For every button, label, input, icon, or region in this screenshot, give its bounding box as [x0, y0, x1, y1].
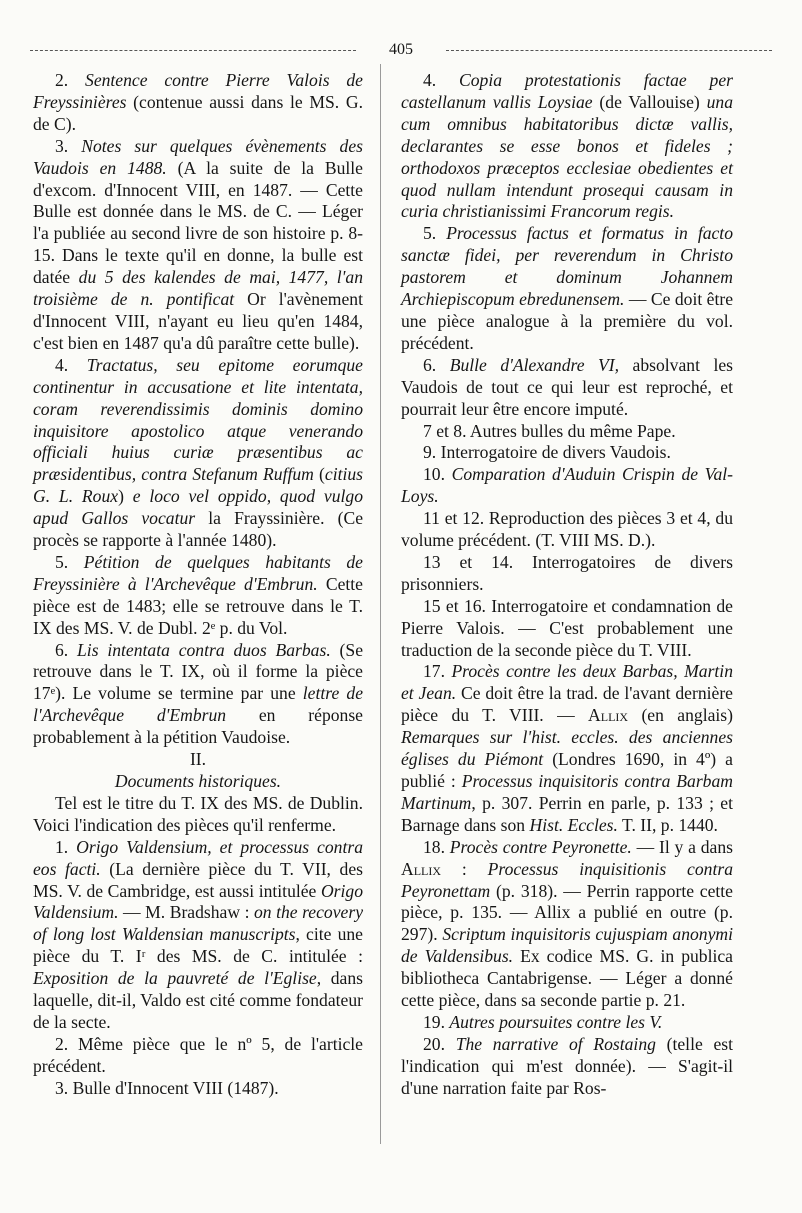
paragraph	[33, 70, 363, 136]
text-run: :	[441, 858, 488, 879]
header-rule-right	[446, 50, 772, 51]
text-run: — M. Bradshaw :	[118, 902, 254, 923]
text-run: absolvant les Vaudois de tout ce qui leur est reproché, et pourrait leur être encore imputé.	[401, 354, 734, 419]
paragraph	[401, 1034, 733, 1100]
text-run: )	[118, 486, 133, 507]
text-run: 18.	[423, 836, 450, 857]
left-column	[33, 70, 363, 1100]
text-run: 15 et 16. Interrogatoire et condamnation de Pierre Valois. — C'est probablement une traduction de la seconde pièce du T. VIII.	[401, 595, 733, 660]
text-run: 10.	[423, 464, 452, 485]
text-run: Ce doit être la trad. de l'avant dernière pièce du T. VIII. —	[401, 683, 733, 726]
text-run: 1.	[55, 836, 77, 857]
text-run: 6.	[55, 639, 78, 660]
italic-text: Pétition de quelques habitants de Freyssinière à l'Archevêque d'Embrun.	[33, 551, 363, 594]
text-run: 2. Même pièce que le nº 5, de l'article précédent.	[33, 1033, 363, 1076]
paragraph	[401, 70, 733, 223]
paragraph	[33, 552, 363, 640]
italic-text: Documents historiques.	[114, 771, 282, 791]
italic-text: Remarques sur l'hist. eccles. des anciennes églises du Piémont	[401, 727, 733, 770]
smallcaps-text: Allix	[588, 705, 629, 726]
text-run: Or l'avènement d'Innocent VIII, n'ayant eu lieu qu'en 1484, c'est bien en 1487 qu'a dû paraître cette bulle).	[33, 289, 363, 353]
right-column	[401, 70, 733, 1100]
text-run: (	[313, 464, 325, 485]
italic-text: Bulle d'Alexandre VI,	[449, 354, 620, 375]
paragraph	[33, 749, 363, 771]
italic-text: lettre de l'Archevêque d'Embrun	[33, 683, 363, 726]
paragraph	[401, 464, 733, 508]
text-run: 4.	[423, 70, 459, 90]
paragraph	[401, 223, 733, 354]
text-run: — Ce doit être une pièce analogue à la première du vol. précédent.	[401, 289, 733, 353]
italic-text: Comparation d'Auduin Crispin de Val-Loys.	[401, 464, 733, 507]
text-run: 5.	[55, 551, 84, 572]
paragraph	[33, 837, 363, 1034]
paragraph	[33, 355, 363, 552]
text-run: Cette pièce est de 1483; elle se retrouve dans le T. IX des MS. V. de Dubl. 2ᵉ p. du Vol.	[33, 573, 363, 638]
text-run: 20.	[423, 1033, 456, 1054]
italic-text: Processus inquisitionis contra Peyronettam	[401, 858, 733, 901]
text-run: Ex codice MS. G. in publica bibliotheca Cantabrigense. — Léger a donné cette pièce, dans sa seconde partie p. 21.	[401, 946, 733, 1011]
text-run: 2.	[55, 70, 86, 90]
italic-text: Notes sur quelques évènements des Vaudois en 1488.	[33, 135, 364, 178]
text-run: 17.	[423, 661, 452, 682]
page-header	[30, 40, 772, 60]
text-run: (de Vallouise)	[592, 91, 707, 112]
paragraph	[33, 1034, 363, 1078]
text-run: (La dernière pièce du T. VII, des MS. V. de Cambridge, est aussi intitulée	[33, 858, 363, 901]
italic-text: du 5 des kalendes de mai, 1477, l'an troisième de n. pontificat	[33, 267, 363, 310]
text-run: 3. Bulle d'Innocent VIII (1487).	[55, 1077, 279, 1098]
paragraph	[401, 421, 733, 443]
paragraph	[401, 596, 733, 662]
text-run: 3.	[55, 135, 82, 156]
italic-text: Sentence contre Pierre Valois de Freyssinières	[33, 70, 363, 112]
smallcaps-text: Allix	[401, 858, 442, 879]
paragraph	[401, 552, 733, 596]
text-run: 7 et 8. Autres bulles du même Pape.	[423, 420, 676, 441]
text-run: (contenue aussi dans le MS. G. de C).	[33, 91, 363, 134]
paragraph	[401, 661, 733, 836]
text-run: 4.	[55, 354, 87, 375]
text-run: (p. 318). — Perrin rapporte cette pièce, p. 135. — Allix a publié en outre (p. 297).	[401, 880, 733, 945]
text-run: 6.	[423, 354, 450, 375]
italic-text: Processus factus et formatus in facto sanctæ fidei, per reverendum in Christo pastorem et dominum Johannem Archiepiscopum ebredunensem.	[401, 223, 733, 310]
italic-text: Procès contre les deux Barbas, Martin et Jean.	[401, 661, 733, 704]
paragraph	[401, 355, 733, 421]
paragraph	[401, 837, 733, 1012]
text-run: 5.	[423, 223, 447, 244]
text-run: , dans laquelle, dit-il, Valdo est cité comme fondateur de la secte.	[33, 968, 364, 1032]
text-run: II.	[189, 749, 207, 770]
italic-text: Autres poursuites contre les V.	[449, 1011, 663, 1032]
text-run: 19.	[423, 1011, 450, 1032]
text-run: (en anglais)	[628, 705, 733, 726]
paragraph	[33, 793, 363, 837]
text-run: 9. Interrogatoire de divers Vaudois.	[423, 442, 671, 463]
paragraph	[401, 442, 733, 464]
paragraph	[33, 640, 363, 750]
italic-text: The narrative of Rostaing	[455, 1033, 656, 1054]
paragraph	[33, 136, 363, 355]
text-run: (A la suite de la Bulle d'excom. d'Innocent VIII, en 1487. — Cette Bulle est donnée dans le MS. de C. — Léger l'a publiée au second livre de son histoire p. 8-15. Dans le texte qu'il en donne, la bulle est datée	[33, 157, 363, 288]
italic-text: Copia protestationis factae per castellanum vallis Loysiae	[401, 70, 733, 112]
italic-text: una cum omnibus habitatoribus dictæ vallis, declarantes se esse bonos et fideles ; orthodoxos præceptos ecclesiae obedientes et quod nullam intendunt prosequi causam in curia christianissimi Francorum regis.	[401, 91, 733, 222]
text-run: (Se retrouve dans le T. IX, où il forme la pièce 17ᵉ). Le volume se termine par une	[33, 639, 363, 704]
italic-text: Lis intentata contra duos Barbas.	[77, 639, 331, 660]
italic-text: Scriptum inquisitoris cujuspiam anonymi de Valdensibus.	[401, 924, 734, 967]
column-divider	[380, 64, 381, 1144]
italic-text: citius G. L. Roux	[33, 464, 364, 507]
italic-text: Tractatus, seu epitome eorumque continentur in accusatione et lite intentata, coram reverendissimis dominis domino inquisitore apostolico atque venerando officiali huius curiæ præsentibus ac præsidentibus, contra Stefanum Ruffum	[33, 354, 363, 485]
text-run: la Frayssinière. (Ce procès se rapporte à l'année 1480).	[33, 508, 364, 551]
text-run: , cite une pièce du T. Iʳ des MS. de C. intitulée :	[33, 924, 363, 967]
text-run: (telle est l'indication qui m'est donnée). — S'agit-il d'une narration faite par Ros-	[401, 1033, 734, 1098]
italic-text: Hist. Eccles.	[529, 814, 618, 835]
italic-text: e loco vel oppido, quod vulgo apud Gallos vocatur	[33, 486, 363, 529]
text-run: T. II, p. 1440.	[617, 814, 718, 835]
italic-text: Exposition de la pauvreté de l'Eglise	[33, 968, 317, 989]
text-run: — Il y a dans	[631, 836, 733, 857]
paragraph	[401, 508, 733, 552]
italic-text: Procès contre Peyronette.	[449, 836, 632, 857]
italic-text: on the recovery of long lost Waldensian manuscripts	[33, 902, 363, 945]
text-run: , p. 307. Perrin en parle, p. 133 ; et Barnage dans son	[401, 792, 733, 835]
paragraph	[401, 1012, 733, 1034]
text-run: Tel est le titre du T. IX des MS. de Dublin. Voici l'indication des pièces qu'il renferme.	[33, 792, 363, 835]
italic-text: Origo Valdensium, et processus contra eos facti.	[33, 836, 363, 879]
paragraph	[33, 1078, 363, 1100]
text-run: 11 et 12. Reproduction des pièces 3 et 4, du volume précédent. (T. VIII MS. D.).	[401, 508, 733, 551]
text-run: 13 et 14. Interrogatoires de divers prisonniers.	[401, 551, 733, 594]
paragraph	[33, 771, 363, 793]
text-run: (Londres 1690, in 4º) a publié :	[401, 749, 733, 791]
italic-text: Processus inquisitoris contra Barbam Martinum	[401, 771, 733, 813]
italic-text: Origo Valdensium.	[33, 880, 363, 923]
text-run: en réponse probablement à la pétition Vaudoise.	[33, 705, 363, 748]
page-number: 405	[389, 41, 413, 58]
